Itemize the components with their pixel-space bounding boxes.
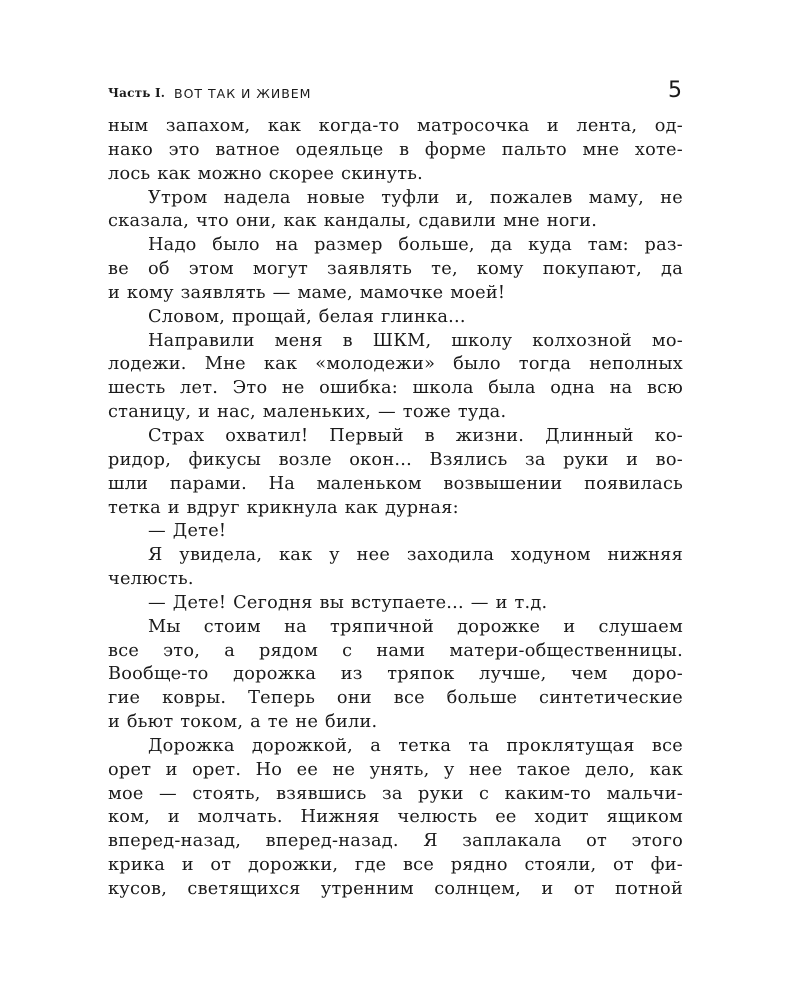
text-line: ве об этом могут заявлять те, кому покупают, да — [108, 259, 683, 280]
text-line: Страх охватил! Первый в жизни. Длинный ко- — [148, 425, 683, 446]
text-line: нако это ватное одеяльце в форме пальто мне хоте- — [108, 139, 683, 160]
text-line: Утром надела новые туфли и, пожалев маму, не — [148, 187, 683, 208]
text-line: Направили меня в ШКМ, школу колхозной мо- — [148, 330, 683, 351]
text-line: крика и от дорожки, где все рядно стояли, от фи- — [108, 855, 683, 876]
text-line: кусов, светящихся утренним солнцем, и от потной — [108, 879, 683, 899]
text-line: лось как можно скорее скинуть. — [108, 163, 424, 184]
text-line: Я увидела, как у нее заходила ходуном нижняя — [148, 545, 683, 566]
text-line: сказала, что они, как кандалы, сдавили мне ноги. — [108, 211, 598, 232]
text-line: Надо было на размер больше, да куда там: раз- — [148, 235, 683, 256]
running-head — [108, 78, 682, 108]
text-line: ком, и молчать. Нижняя челюсть ее ходит ящиком — [108, 807, 683, 828]
part-label: Часть I. — [108, 86, 166, 100]
text-line: — Дете! Сегодня вы вступаете... — и т.д. — [148, 592, 548, 613]
text-line: — Дете! — [148, 521, 227, 542]
text-line: Вообще-то дорожка из тряпок лучше, чем доро- — [108, 664, 683, 685]
text-line: и бьют током, а те не били. — [108, 712, 378, 733]
text-line: вперед-назад, вперед-назад. Я заплакала от этого — [108, 831, 683, 852]
text-line: мое — стоять, взявшись за руки с каким-то мальчи- — [108, 783, 683, 804]
text-line: ридор, фикусы возле окон... Взялись за руки и во- — [108, 449, 683, 470]
text-line: орет и орет. Но ее не унять, у нее такое дело, как — [108, 759, 683, 780]
text-line: Словом, прощай, белая глинка... — [148, 306, 466, 327]
text-line: ным запахом, как когда-то матросочка и лента, од- — [108, 116, 683, 136]
text-line: и кому заявлять — маме, мамочке моей! — [108, 282, 506, 303]
text-line: челюсть. — [108, 569, 194, 590]
text-line: гие ковры. Теперь они все больше синтетические — [108, 688, 683, 709]
text-line: все это, а рядом с нами матери-общественницы. — [108, 640, 683, 661]
text-line: шесть лет. Это не ошибка: школа была одна на всю — [108, 378, 683, 399]
text-line: лодежи. Мне как «молодежи» было тогда неполных — [108, 354, 683, 375]
text-line: тетка и вдруг крикнула как дурная: — [108, 497, 459, 518]
text-line: Дорожка дорожкой, а тетка та проклятущая все — [148, 735, 683, 756]
text-line: шли парами. На маленьком возвышении появилась — [108, 473, 683, 494]
chapter-title: ВОТ ТАК И ЖИВЕМ — [174, 86, 312, 101]
text-line: Мы стоим на тряпичной дорожке и слушаем — [148, 616, 683, 637]
body-text — [108, 115, 683, 902]
page-number: 5 — [668, 78, 682, 103]
text-line: станицу, и нас, маленьких, — тоже туда. — [108, 402, 507, 423]
